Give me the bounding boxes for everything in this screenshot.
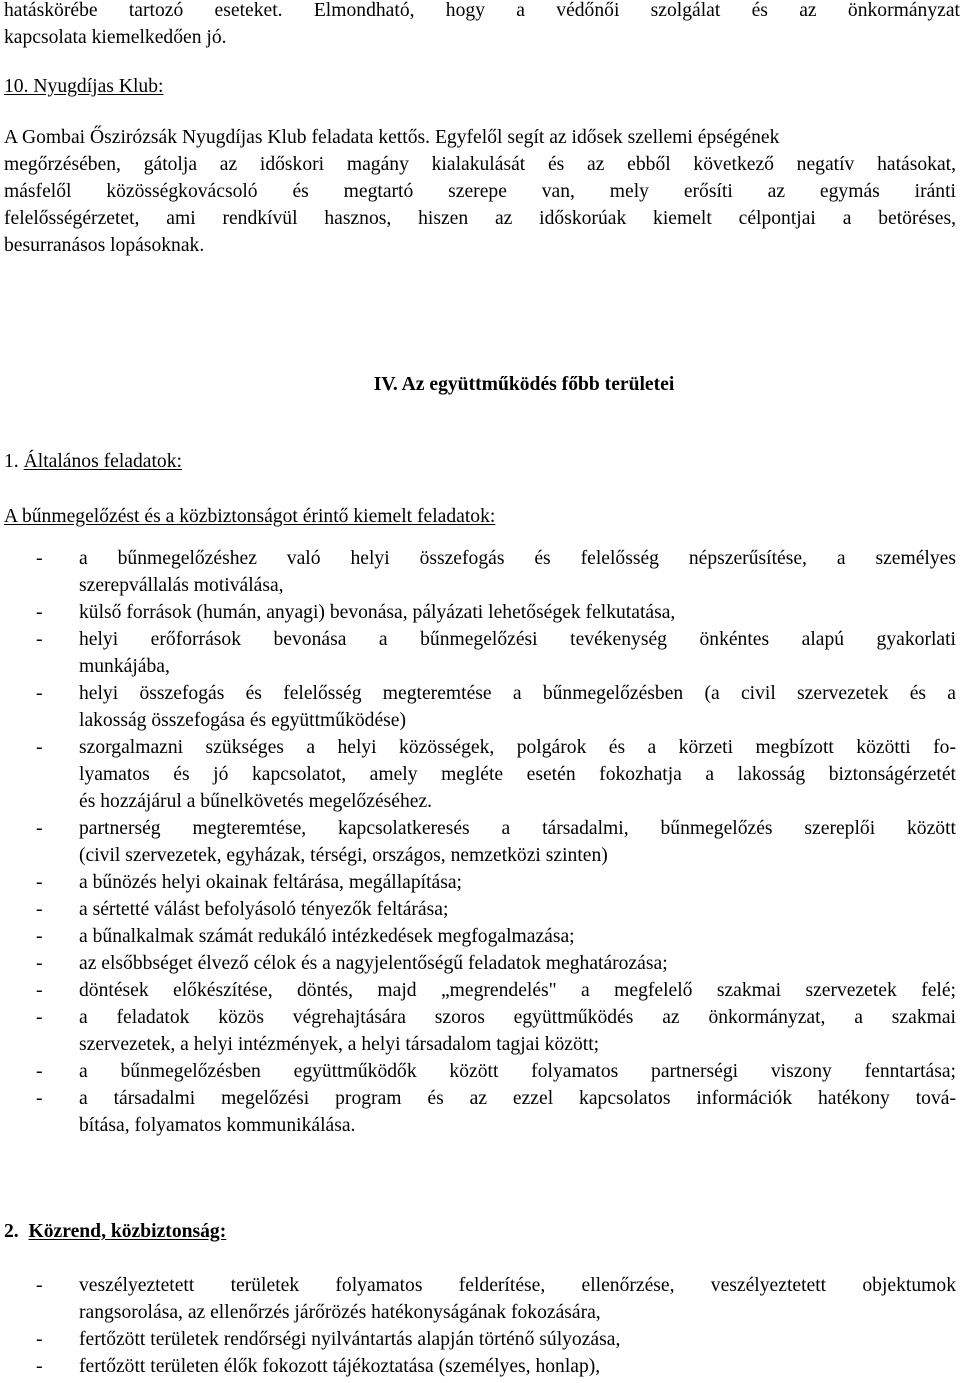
list-item: - a bűnmegelőzéshez való helyi összefogás és felelősség népszerűsítése, a személyes szerepvállalás motiválása, [36,548,956,596]
section-title: IV. Az együttműködés főbb területei [373,374,675,395]
club-heading [4,73,960,100]
club-para-line: másfelől közösségkovácsoló és megtartó szerepe van, mely erősíti az egymás iránti [4,181,956,202]
club-para-line: megőrzésében, gátolja az időskori magány kialakulását és az ebből következő negatív hatásokat, [4,154,956,175]
general-subheading [4,503,960,530]
general-task-list [0,545,960,1139]
list-item: - a bűnalkalmak számát redukáló intézkedések megfogalmazása; [36,926,575,947]
list-item: - helyi erőforrások bevonása a bűnmegelőzési tevékenység önkéntes alapú gyakorlati munkájába, [36,629,956,677]
general-heading-text: Általános feladatok: [23,451,182,472]
list-item: - a társadalmi megelőzési program és az ezzel kapcsolatos információk hatékony tová- bítása, folyamatos kommunikálása. [36,1088,956,1136]
list-item: - a bűnözés helyi okainak feltárása, megállapítása; [36,872,463,893]
general-number: 1. [4,451,19,472]
club-paragraph [4,124,960,259]
order-heading [4,1218,960,1245]
intro-line-2: kapcsolata kiemelkedően jó. [4,27,227,48]
intro-line-1: hatáskörébe tartozó eseteket. Elmondható, hogy a védőnői szolgálat és az önkormányzat [4,0,960,21]
list-item: - az elsőbbséget élvező célok és a nagyjelentőségű feladatok meghatározása; [36,953,668,974]
list-item: - a bűnmegelőzésben együttműködők között folyamatos partnerségi viszony fenntartása; [36,1061,956,1082]
list-item: - fertőzött területek rendőrségi nyilvántartás alapján történő súlyozása, [36,1329,621,1350]
order-number: 2. [4,1221,19,1242]
order-heading-text: Közrend, közbiztonság: [28,1221,227,1242]
general-subheading-text: A bűnmegelőzést és a közbiztonságot érintő kiemelt feladatok: [4,506,496,527]
list-item: - veszélyeztetett területek folyamatos felderítése, ellenőrzése, veszélyeztetett objektumok rangsorolása, az ellenőrzés járőrözés hatékonyságának fokozására, [36,1275,956,1323]
list-item: - helyi összefogás és felelősség megteremtése a bűnmegelőzésben (a civil szervezetek és a lakosság összefogása és együttműködése) [36,683,956,731]
club-heading-text: 10. Nyugdíjas Klub: [4,76,164,97]
list-item: - a sértetté válást befolyásoló tényezők feltárása; [36,899,449,920]
club-para-line: besurranásos lopásoknak. [4,235,205,256]
order-task-list [0,1272,960,1380]
list-item: - döntések előkészítése, döntés, majd „megrendelés" a megfelelő szakmai szervezetek felé; [36,980,956,1001]
list-item: - partnerség megteremtése, kapcsolatkeresés a társadalmi, bűnmegelőzés szereplői között (civil szervezetek, egyházak, térségi, országos, nemzetközi szinten) [36,818,956,866]
list-item: - külső források (humán, anyagi) bevonása, pályázati lehetőségek felkutatása, [36,602,676,623]
general-heading [4,448,960,475]
list-item: - a feladatok közös végrehajtására szoros együttműködés az önkormányzat, a szakmai szervezetek, a helyi intézmények, a helyi társadalom tagjai között; [36,1007,956,1055]
club-para-line: A Gombai Őszirózsák Nyugdíjas Klub feladata kettős. Egyfelől segít az idősek szellemi épségének [4,127,780,148]
list-item: - fertőzött területen élők fokozott tájékoztatása (személyes, honlap), [36,1356,601,1377]
club-para-line: felelősségérzetet, ami rendkívül hasznos, hiszen az időskorúak kiemelt célpontjai a betöréses, [4,208,956,229]
list-item: - szorgalmazni szükséges a helyi közösségek, polgárok és a körzeti megbízott közötti fo- lyamatos és jó kapcsolatot, amely megléte esetén fokozhatja a lakosság biztonságérzetét és hozzájárul a bűnelkövetés megelőzéséhez. [36,737,956,812]
